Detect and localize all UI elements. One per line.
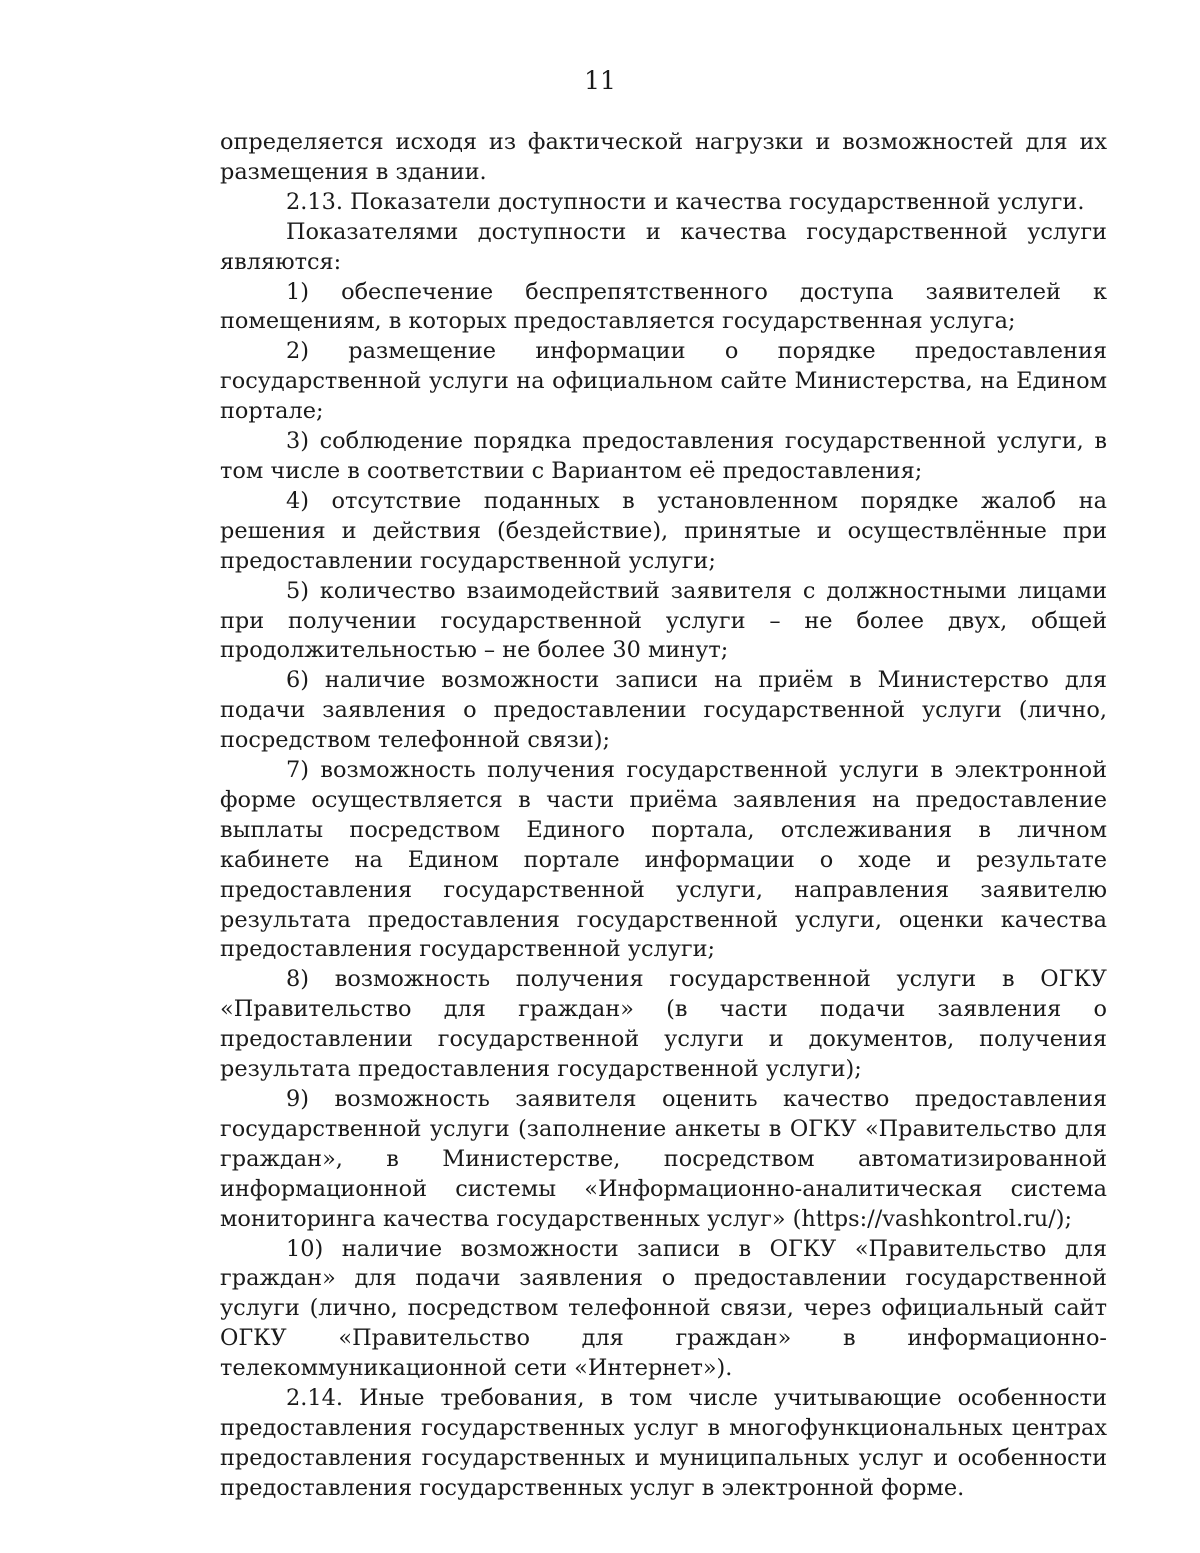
list-item-9: 9) возможность заявителя оценить качество предоставления государственной услуги (заполнение анкеты в ОГКУ «Правительство для граждан», в Министерстве, посредством автоматизированной информационной системы «Информационно-аналитическая система мониторинга качества государственных услуг» (https://vashkontrol.ru/); <box>220 1086 1107 1232</box>
paragraph-indicators-intro: Показателями доступности и качества государственной услуги являются: <box>220 218 1107 275</box>
list-item-7: 7) возможность получения государственной услуги в электронной форме осуществляется в части приёма заявления на предоставление выплаты посредством Единого портала, отслеживания в личном кабинете на Едином портале информации о ходе и результате предоставления государственной услуги, направления заявителю результата предоставления государственной услуги, оценки качества предоставления государственной услуги; <box>220 757 1107 963</box>
list-item-8: 8) возможность получения государственной услуги в ОГКУ «Правительство для граждан» (в части подачи заявления о предоставлении государственной услуги и документов, получения результата предоставления государственной услуги); <box>220 966 1107 1083</box>
section-heading-2-14: 2.14. Иные требования, в том числе учитывающие особенности предоставления государственных услуг в многофункциональных центрах предоставления государственных и муниципальных услуг и особенности предоставления государственных услуг в электронной форме. <box>220 1385 1107 1501</box>
page-number: 11 <box>584 66 616 95</box>
list-item-6: 6) наличие возможности записи на приём в Министерство для подачи заявления о предоставлении государственной услуги (лично, посредством телефонной связи); <box>220 667 1107 754</box>
list-item-3: 3) соблюдение порядка предоставления государственной услуги, в том числе в соответствии с Вариантом её предоставления; <box>220 428 1107 484</box>
list-item-10: 10) наличие возможности записи в ОГКУ «Правительство для граждан» для подачи заявления о предоставлении государственной услуги (лично, посредством телефонной связи, через официальный сайт ОГКУ «Правительство для граждан» в информационно-телекоммуникационной сети «Интернет»). <box>220 1235 1107 1382</box>
section-heading-2-13: 2.13. Показатели доступности и качества государственной услуги. <box>286 188 1085 215</box>
list-item-1: 1) обеспечение беспрепятственного доступа заявителей к помещениям, в которых предоставляется государственная услуга; <box>220 278 1107 335</box>
list-item-5: 5) количество взаимодействий заявителя с должностными лицами при получении государственной услуги – не более двух, общей продолжительностью – не более 30 минут; <box>220 577 1107 664</box>
paragraph-continuation: определяется исходя из фактической нагрузки и возможностей для их размещения в здании. <box>220 129 1107 185</box>
list-item-4: 4) отсутствие поданных в установленном порядке жалоб на решения и действия (бездействие), принятые и осуществлённые при предоставлении государственной услуги; <box>220 487 1107 574</box>
document-body <box>220 128 1107 1504</box>
list-item-2: 2) размещение информации о порядке предоставления государственной услуги на официальном сайте Министерства, на Едином портале; <box>220 338 1107 425</box>
